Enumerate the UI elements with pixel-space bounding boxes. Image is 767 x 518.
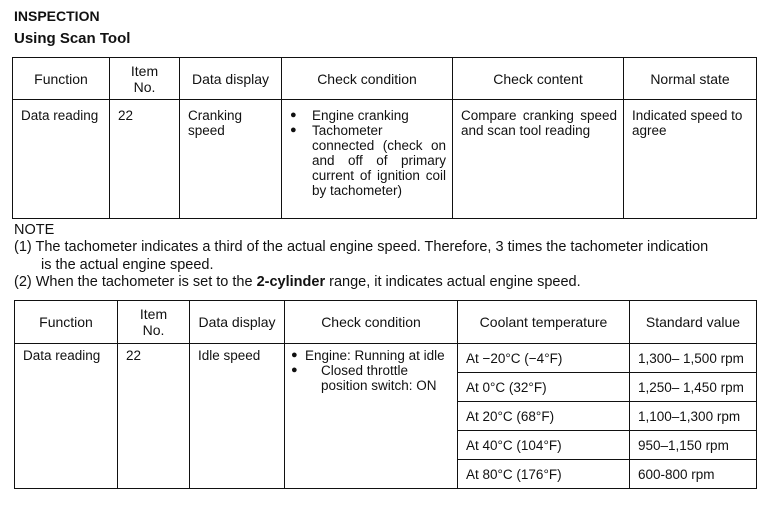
header-item-no: Item No.	[110, 58, 180, 100]
cell-standard-value: 1,300– 1,500 rpm	[630, 344, 757, 373]
cell-check-content: Compare cranking speed and scan tool reading	[453, 100, 624, 219]
header-data-display: Data display	[190, 301, 285, 344]
header-check-condition: Check condition	[282, 58, 453, 100]
cell-coolant-temperature: At 20°C (68°F)	[458, 402, 630, 431]
header-item-no: Item No.	[118, 301, 190, 344]
note-item-1: (1) The tachometer indicates a third of the actual engine speed. Therefore, 3 times the tachometer indication	[14, 239, 709, 255]
table-row	[15, 344, 757, 373]
cell-item-no: 22	[110, 100, 180, 219]
cell-coolant-temperature: At 40°C (104°F)	[458, 431, 630, 460]
cell-item-no: 22	[118, 344, 190, 489]
note-item-2-range: 2-cylinder	[256, 274, 326, 290]
list-item: ● Tachometer connected (check on and off of primary current of ignition coil by tachometer)	[284, 123, 446, 198]
cell-standard-value: 950–1,150 rpm	[630, 431, 757, 460]
cell-normal-state: Indicated speed to agree	[624, 100, 757, 219]
note-title: NOTE	[14, 222, 55, 238]
cell-function: Data reading	[13, 100, 110, 219]
section-heading: INSPECTION	[14, 8, 100, 24]
cell-data-display: Idle speed	[190, 344, 285, 489]
cell-data-display: Cranking speed	[180, 100, 282, 219]
table-header-row	[15, 301, 757, 344]
list-item: ● Engine cranking	[284, 108, 446, 123]
table-header-row	[13, 58, 757, 100]
cell-function: Data reading	[15, 344, 118, 489]
cell-standard-value: 1,100–1,300 rpm	[630, 402, 757, 431]
note-item-2-text: (2) When the tachometer is set to the	[14, 274, 253, 290]
scan-tool-table-idle	[14, 300, 757, 489]
scan-tool-table-cranking	[12, 57, 757, 219]
table-row	[13, 100, 757, 219]
cell-standard-value: 600-800 rpm	[630, 460, 757, 489]
note-item-2-text-end: range, it indicates actual engine speed.	[329, 274, 581, 290]
cell-standard-value: 1,250– 1,450 rpm	[630, 373, 757, 402]
header-coolant-temperature: Coolant temperature	[458, 301, 630, 344]
cell-check-condition	[282, 100, 453, 219]
list-item: ● Closed throttle position switch: ON	[285, 363, 451, 393]
header-data-display: Data display	[180, 58, 282, 100]
header-function: Function	[13, 58, 110, 100]
cell-coolant-temperature: At 0°C (32°F)	[458, 373, 630, 402]
note-item-1-continued: is the actual engine speed.	[41, 257, 214, 273]
header-function: Function	[15, 301, 118, 344]
list-item: ● Engine: Running at idle	[285, 348, 451, 363]
header-standard-value: Standard value	[630, 301, 757, 344]
note-item-2	[14, 273, 581, 291]
header-normal-state: Normal state	[624, 58, 757, 100]
header-check-content: Check content	[453, 58, 624, 100]
cell-check-condition	[285, 344, 458, 489]
header-check-condition: Check condition	[285, 301, 458, 344]
section-subheading: Using Scan Tool	[14, 30, 131, 47]
cell-coolant-temperature: At −20°C (−4°F)	[458, 344, 630, 373]
cell-coolant-temperature: At 80°C (176°F)	[458, 460, 630, 489]
